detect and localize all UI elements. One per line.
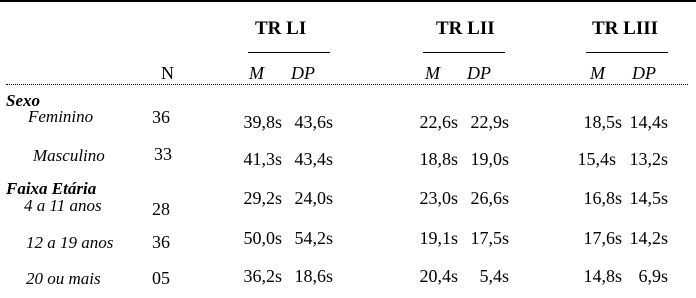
row-n-12-a-19-anos: 36: [152, 232, 170, 252]
cell-4-11-liii-m: 16,8s: [583, 188, 622, 208]
cell-masculino-li-dp: 43,4s: [294, 149, 333, 169]
row-label-masculino: Masculino: [33, 146, 105, 165]
top-border: [0, 0, 696, 2]
cell-12-19-li-m: 50,0s: [243, 228, 282, 248]
cell-masculino-liii-m: 15,4s: [577, 149, 616, 169]
group-underline-tr-lii: [423, 52, 505, 53]
cell-masculino-li-m: 41,3s: [243, 149, 282, 169]
cell-feminino-liii-dp: 14,4s: [629, 112, 668, 132]
row-label-feminino: Feminino: [28, 107, 94, 126]
cell-20-lii-dp: 5,4s: [479, 266, 509, 286]
group-underline-tr-li: [248, 52, 330, 53]
column-header-dp-lii: DP: [467, 63, 491, 83]
column-header-m-lii: M: [425, 63, 440, 83]
column-header-m-li: M: [249, 63, 264, 83]
header-divider: [6, 84, 688, 85]
group-header-tr-lii: TR LII: [436, 18, 495, 39]
cell-12-19-lii-dp: 17,5s: [470, 228, 509, 248]
group-header-tr-liii: TR LIII: [592, 18, 658, 39]
cell-feminino-li-m: 39,8s: [243, 112, 282, 132]
group-header-tr-li: TR LI: [255, 18, 307, 39]
cell-feminino-liii-m: 18,5s: [583, 112, 622, 132]
cell-12-19-lii-m: 19,1s: [419, 228, 458, 248]
cell-20-li-m: 36,2s: [243, 266, 282, 286]
row-n-20-ou-mais: 05: [152, 268, 170, 288]
section-title-sexo: Sexo: [6, 91, 40, 110]
column-header-dp-liii: DP: [632, 63, 656, 83]
cell-4-11-liii-dp: 14,5s: [629, 188, 668, 208]
cell-20-liii-dp: 6,9s: [638, 266, 668, 286]
row-n-masculino: 33: [154, 144, 172, 164]
cell-feminino-li-dp: 43,6s: [294, 112, 333, 132]
row-n-4-a-11-anos: 28: [152, 199, 170, 219]
cell-20-lii-m: 20,4s: [419, 266, 458, 286]
row-label-20-ou-mais: 20 ou mais: [26, 269, 101, 288]
cell-4-11-li-m: 29,2s: [243, 188, 282, 208]
cell-20-liii-m: 14,8s: [583, 266, 622, 286]
cell-4-11-li-dp: 24,0s: [294, 188, 333, 208]
cell-feminino-lii-dp: 22,9s: [470, 112, 509, 132]
cell-masculino-lii-dp: 19,0s: [470, 149, 509, 169]
cell-masculino-liii-dp: 13,2s: [629, 149, 668, 169]
column-header-m-liii: M: [590, 63, 605, 83]
cell-masculino-lii-m: 18,8s: [419, 149, 458, 169]
cell-20-li-dp: 18,6s: [294, 266, 333, 286]
row-label-4-a-11-anos: 4 a 11 anos: [24, 196, 102, 215]
cell-12-19-liii-dp: 14,2s: [629, 228, 668, 248]
row-n-feminino: 36: [152, 107, 170, 127]
cell-12-19-liii-m: 17,6s: [583, 228, 622, 248]
column-header-n: N: [161, 63, 174, 83]
row-label-12-a-19-anos: 12 a 19 anos: [26, 233, 114, 252]
section-title-faixa-etaria: Faixa Etária: [6, 179, 97, 198]
cell-feminino-lii-m: 22,6s: [419, 112, 458, 132]
cell-4-11-lii-dp: 26,6s: [470, 188, 509, 208]
cell-4-11-lii-m: 23,0s: [419, 188, 458, 208]
cell-12-19-li-dp: 54,2s: [294, 228, 333, 248]
group-underline-tr-liii: [586, 52, 668, 53]
column-header-dp-li: DP: [291, 63, 315, 83]
